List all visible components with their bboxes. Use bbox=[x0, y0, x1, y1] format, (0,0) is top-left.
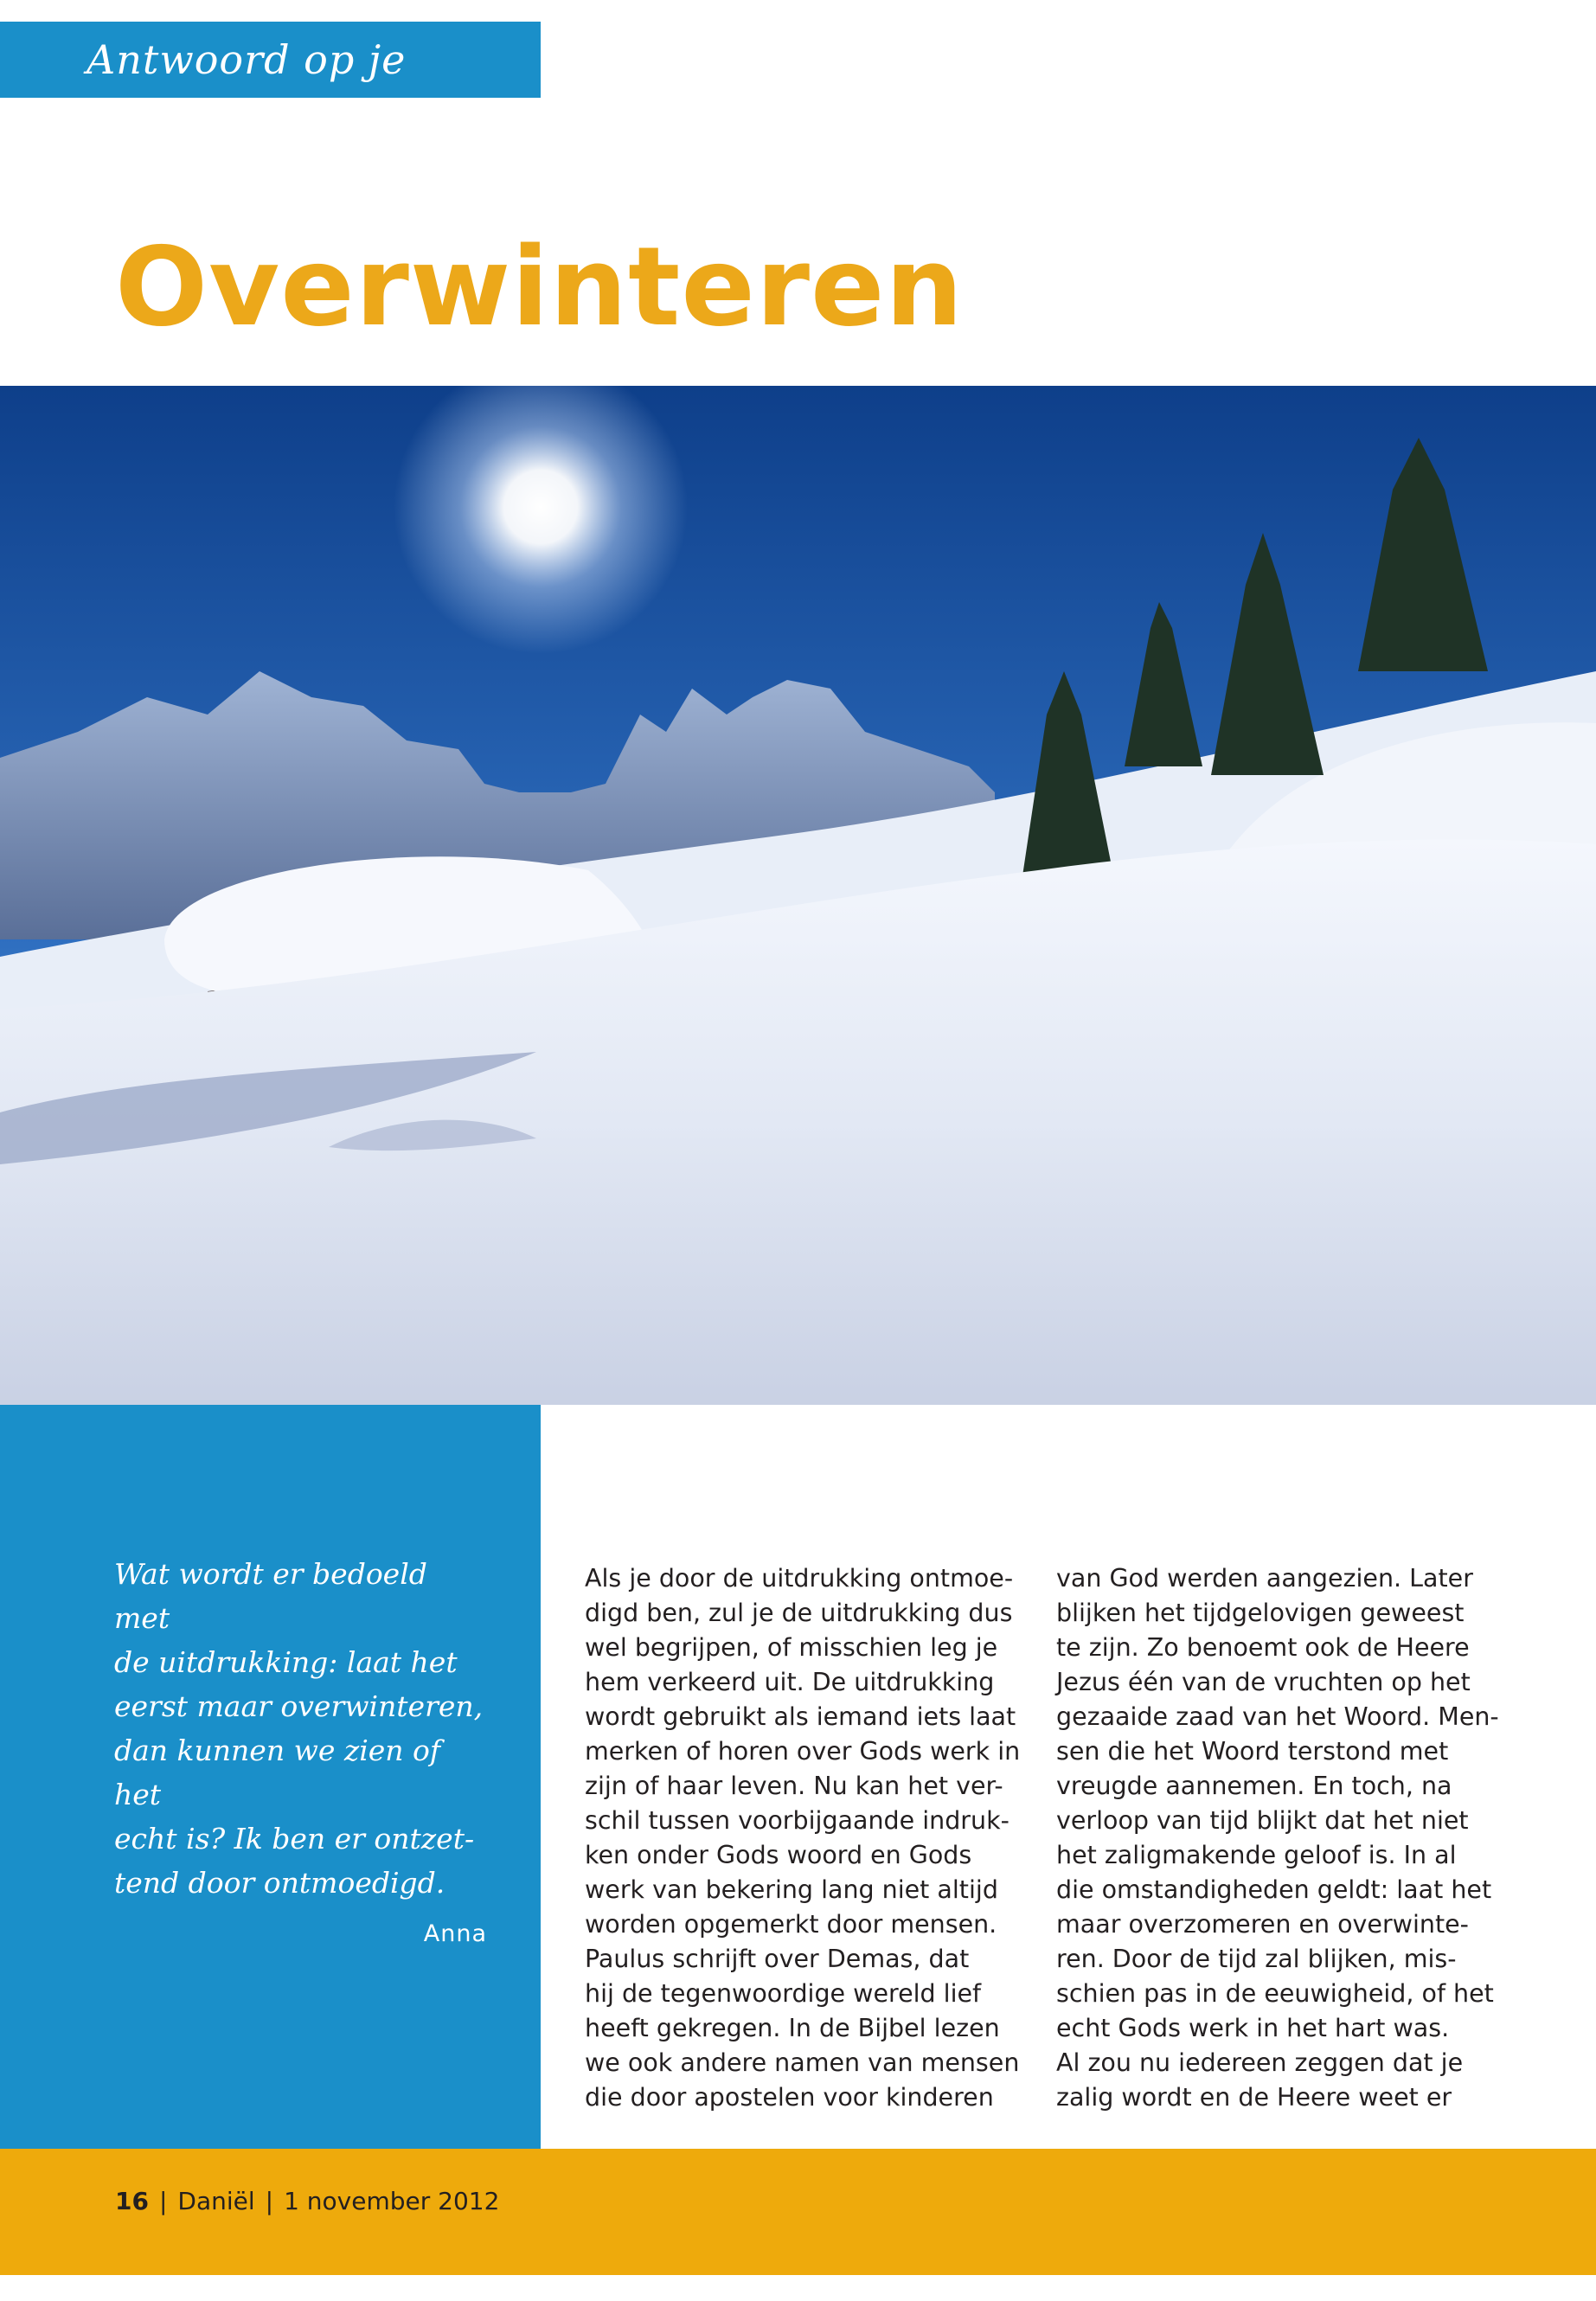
text-line: vreugde aannemen. En toch, na bbox=[1056, 1772, 1452, 1800]
text-line: wordt gebruikt als iemand iets laat bbox=[585, 1702, 1016, 1731]
text-line: wel begrijpen, of misschien leg je bbox=[585, 1633, 998, 1662]
text-line: echt Gods werk in het hart was. bbox=[1056, 2014, 1450, 2042]
text-line: werk van bekering lang niet altijd bbox=[585, 1875, 998, 1904]
question-line: de uitdrukking: laat het bbox=[114, 1645, 458, 1679]
text-line: worden opgemerkt door mensen. bbox=[585, 1910, 997, 1939]
question-line: eerst maar overwinteren, bbox=[114, 1689, 484, 1723]
text-line: Als je door de uitdrukking ontmoe- bbox=[585, 1564, 1014, 1593]
text-line: schil tussen voorbijgaande indruk- bbox=[585, 1806, 1010, 1835]
text-line: Jezus één van de vruchten op het bbox=[1056, 1668, 1471, 1696]
text-line: heeft gekregen. In de Bijbel lezen bbox=[585, 2014, 1000, 2042]
answer-column-1 bbox=[585, 1561, 1035, 2115]
text-line: maar overzomeren en overwinte- bbox=[1056, 1910, 1469, 1939]
text-line: Paulus schrijft over Demas, dat bbox=[585, 1945, 970, 1973]
reader-question bbox=[114, 1552, 487, 1905]
issue-date: 1 november 2012 bbox=[284, 2187, 500, 2215]
winter-landscape-photo bbox=[0, 386, 1596, 1405]
text-line: schien pas in de eeuwigheid, of het bbox=[1056, 1979, 1494, 2008]
text-line: hij de tegenwoordige wereld lief bbox=[585, 1979, 982, 2008]
question-line: Wat wordt er bedoeld met bbox=[114, 1557, 427, 1635]
text-line: we ook andere namen van mensen bbox=[585, 2048, 1020, 2077]
question-line: tend door ontmoedigd. bbox=[114, 1866, 445, 1900]
text-line: blijken het tijdgelovigen geweest bbox=[1056, 1599, 1465, 1627]
text-line: hem verkeerd uit. De uitdrukking bbox=[585, 1668, 995, 1696]
footer bbox=[115, 2187, 499, 2215]
text-line: ken onder Gods woord en Gods bbox=[585, 1841, 972, 1869]
footer-separator: | bbox=[158, 2187, 168, 2215]
text-line: zijn of haar leven. Nu kan het ver- bbox=[585, 1772, 1003, 1800]
text-line: zalig wordt en de Heere weet er bbox=[1056, 2083, 1452, 2112]
text-line: merken of horen over Gods werk in bbox=[585, 1737, 1021, 1766]
text-line: verloop van tijd blijkt dat het niet bbox=[1056, 1806, 1469, 1835]
text-line: die omstandigheden geldt: laat het bbox=[1056, 1875, 1492, 1904]
text-line: gezaaide zaad van het Woord. Men- bbox=[1056, 1702, 1499, 1731]
text-line: sen die het Woord terstond met bbox=[1056, 1737, 1449, 1766]
text-line: die door apostelen voor kinderen bbox=[585, 2083, 994, 2112]
page-title: Overwinteren bbox=[115, 223, 965, 350]
section-label: Antwoord op je vragen bbox=[0, 22, 541, 98]
text-line: te zijn. Zo benoemt ook de Heere bbox=[1056, 1633, 1470, 1662]
text-line: Al zou nu iedereen zeggen dat je bbox=[1056, 2048, 1464, 2077]
question-author: Anna bbox=[423, 1920, 487, 1947]
text-line: digd ben, zul je de uitdrukking dus bbox=[585, 1599, 1013, 1627]
footer-separator: | bbox=[265, 2187, 274, 2215]
page-number: 16 bbox=[115, 2187, 149, 2215]
text-line: ren. Door de tijd zal blijken, mis- bbox=[1056, 1945, 1457, 1973]
text-line: het zaligmakende geloof is. In al bbox=[1056, 1841, 1457, 1869]
magazine-name: Daniël bbox=[177, 2187, 255, 2215]
reader-question-box bbox=[0, 1405, 541, 2149]
text-line: van God werden aangezien. Later bbox=[1056, 1564, 1473, 1593]
question-line: echt is? Ik ben er ontzet- bbox=[114, 1822, 475, 1856]
question-line: dan kunnen we zien of het bbox=[114, 1734, 441, 1811]
answer-column-2 bbox=[1056, 1561, 1506, 2115]
